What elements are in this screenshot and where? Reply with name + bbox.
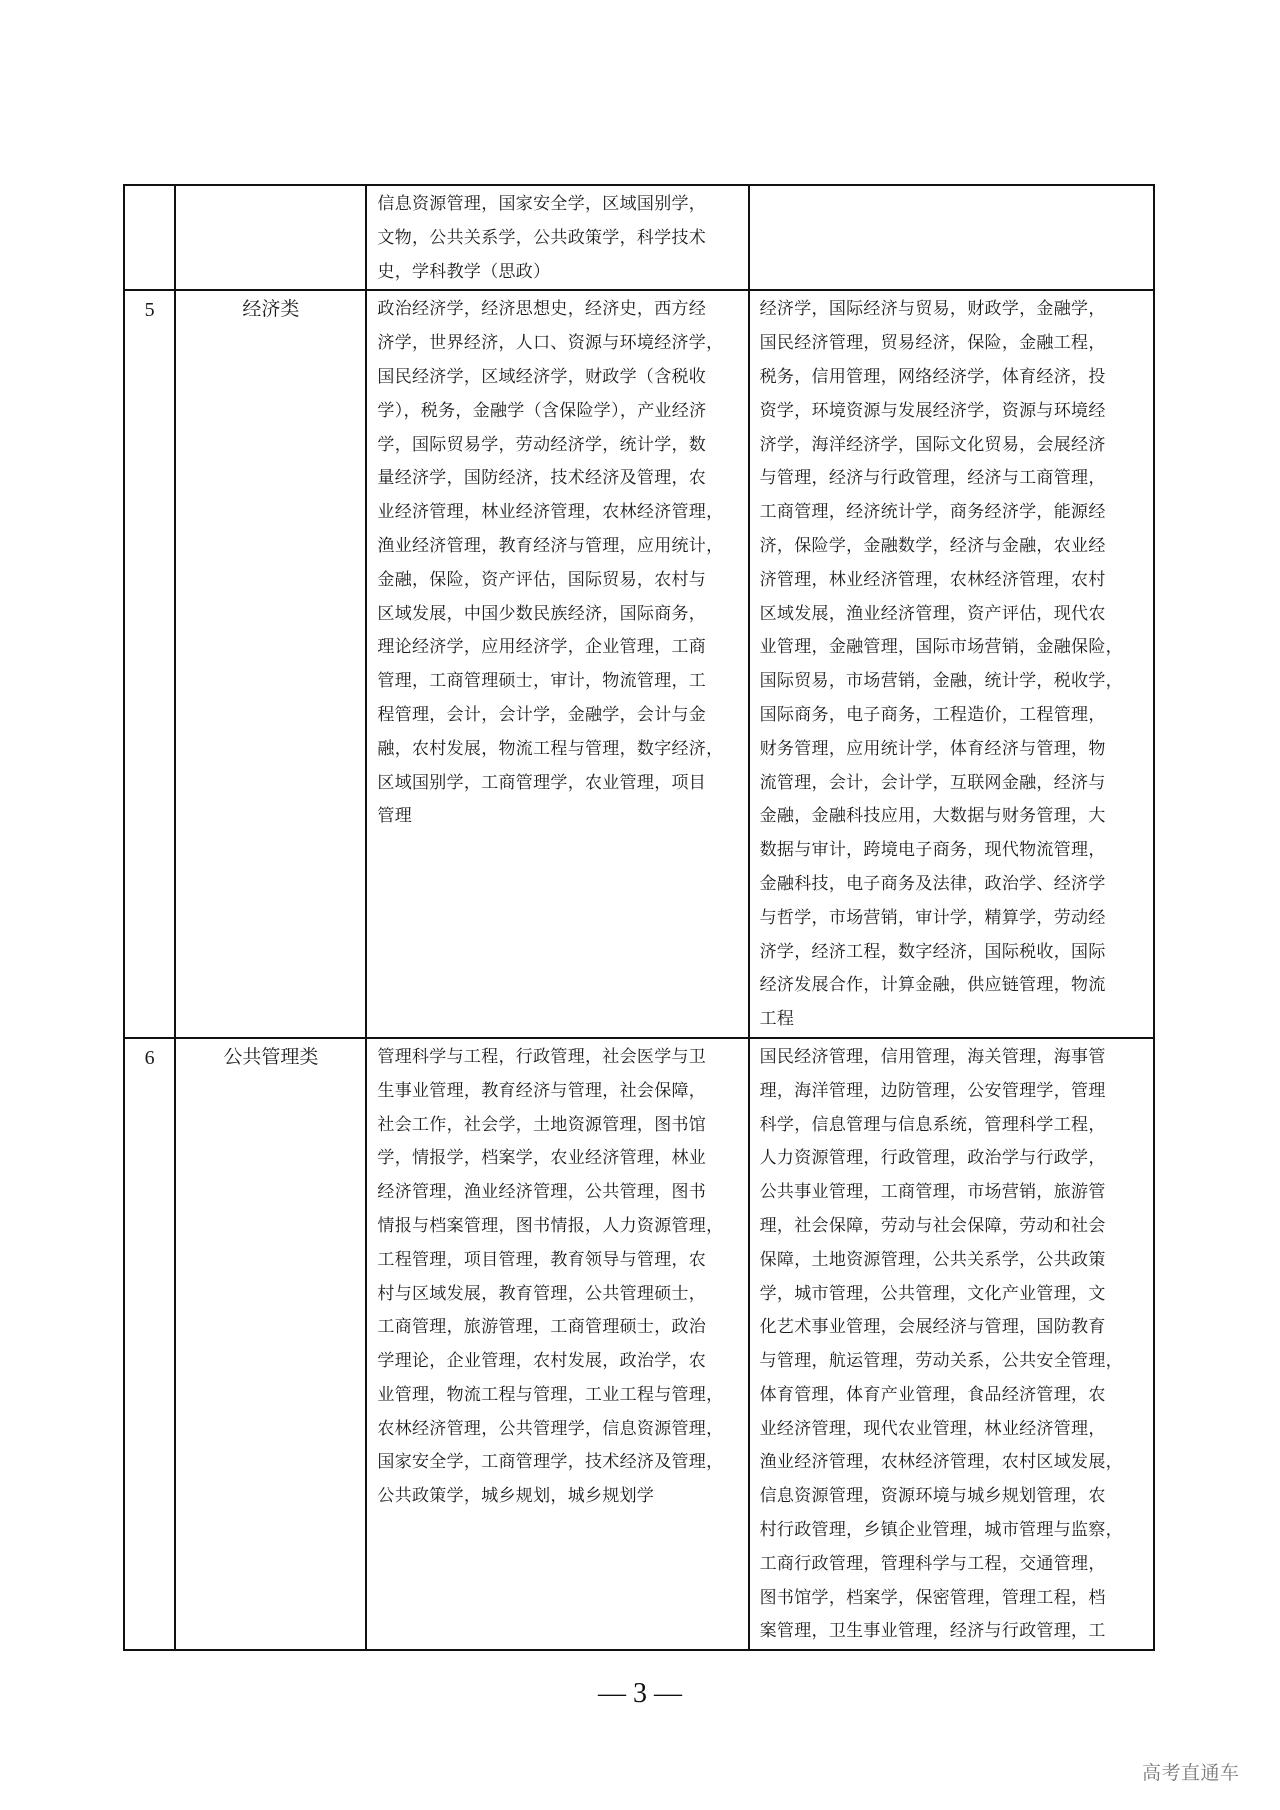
text-line: 区域发展，渔业经济管理，资产评估，现代农 xyxy=(759,603,1106,624)
text-line: 学，情报学，档案学，农业经济管理，林业 xyxy=(377,1148,707,1169)
text-line: 经济管理，渔业经济管理，公共管理，图书 xyxy=(377,1182,707,1203)
text-line: 济学，世界经济，人口、资源与环境经济学， xyxy=(377,333,724,354)
text-line: 经济发展合作，计算金融，供应链管理，物流 xyxy=(759,975,1106,996)
text-line: 业经济管理，现代农业管理，林业经济管理， xyxy=(759,1418,1106,1439)
text-line: 资学，环境资源与发展经济学，资源与环境经 xyxy=(759,400,1106,421)
text-line: 工商管理，经济统计学，商务经济学，能源经 xyxy=(759,502,1106,523)
text-line: 农林经济管理，公共管理学，信息资源管理， xyxy=(377,1418,724,1439)
text-line: 理论经济学，应用经济学，企业管理，工商 xyxy=(377,637,707,658)
text-line: 史，学科教学（思政） xyxy=(377,261,551,282)
text-line: 业管理，物流工程与管理，工业工程与管理， xyxy=(377,1384,724,1405)
text-line: 科学，信息管理与信息系统，管理科学工程， xyxy=(759,1114,1106,1135)
text-line: 国家安全学，工商管理学，技术经济及管理， xyxy=(377,1452,724,1473)
table-row xyxy=(124,290,1154,1038)
cell-text xyxy=(367,186,747,289)
category-name: 公共管理类 xyxy=(175,1038,366,1650)
text-line: 国民经济学，区域经济学，财政学（含税收 xyxy=(377,366,707,387)
text-line: 化艺术事业管理，会展经济与管理，国防教育 xyxy=(759,1317,1106,1338)
text-line: 管理 xyxy=(377,806,413,827)
text-line: 国际商务，电子商务，工程造价，工程管理， xyxy=(759,704,1106,725)
text-line: 理，海洋管理，边防管理，公安管理学，管理 xyxy=(759,1080,1106,1101)
text-line: 学理论，企业管理，农村发展，政治学，农 xyxy=(377,1351,707,1372)
text-line: 区域发展，中国少数民族经济，国际商务， xyxy=(377,603,707,624)
text-line: 量经济学，国防经济，技术经济及管理，农 xyxy=(377,468,707,489)
text-line: 学，国际贸易学，劳动经济学，统计学，数 xyxy=(377,434,707,455)
text-line: 公共事业管理，工商管理，市场营销，旅游管 xyxy=(759,1182,1106,1203)
text-line: 政治经济学，经济思想史，经济史，西方经 xyxy=(377,299,707,320)
text-line: 管理，工商管理硕士，审计，物流管理，工 xyxy=(377,671,707,692)
cell-text xyxy=(750,186,1153,188)
text-line: 与管理，航运管理，劳动关系，公共安全管理， xyxy=(759,1351,1123,1372)
text-line: 生事业管理，教育经济与管理，社会保障， xyxy=(377,1080,707,1101)
text-line: 图书馆学，档案学，保密管理，管理工程，档 xyxy=(759,1587,1106,1608)
text-line: 案管理，卫生事业管理，经济与行政管理，工 xyxy=(759,1621,1106,1642)
text-line: 财务管理，应用统计学，体育经济与管理，物 xyxy=(759,738,1106,759)
text-line: 金融，保险，资产评估，国际贸易，农村与 xyxy=(377,569,707,590)
text-line: 社会工作，社会学，土地资源管理，图书馆 xyxy=(377,1114,707,1135)
graduate-majors-cell xyxy=(366,290,748,1038)
text-line: 经济学，国际经济与贸易，财政学，金融学， xyxy=(759,299,1106,320)
text-line: 济学，经济工程，数字经济，国际税收，国际 xyxy=(759,941,1106,962)
text-line: 情报与档案管理，图书情报，人力资源管理， xyxy=(377,1215,724,1236)
text-line: 渔业经济管理，教育经济与管理，应用统计， xyxy=(377,535,724,556)
cell-text xyxy=(750,1039,1153,1649)
watermark-text: 高考直通车 xyxy=(1142,1762,1240,1784)
undergraduate-majors-cell xyxy=(749,1038,1154,1650)
text-line: 流管理，会计，会计学，互联网金融，经济与 xyxy=(759,772,1106,793)
undergraduate-majors-cell xyxy=(749,185,1154,290)
category-name xyxy=(175,185,366,290)
text-line: 济学，海洋经济学，国际文化贸易，会展经济 xyxy=(759,434,1106,455)
category-name: 经济类 xyxy=(175,290,366,1038)
text-line: 村与区域发展，教育管理，公共管理硕士， xyxy=(377,1283,707,1304)
text-line: 金融科技，电子商务及法律，政治学、经济学 xyxy=(759,873,1106,894)
row-index: 6 xyxy=(124,1038,175,1650)
text-line: 公共政策学，城乡规划，城乡规划学 xyxy=(377,1486,655,1507)
graduate-majors-cell xyxy=(366,185,748,290)
graduate-majors-cell xyxy=(366,1038,748,1650)
text-line: 管理科学与工程，行政管理，社会医学与卫 xyxy=(377,1046,707,1067)
text-line: 金融，金融科技应用，大数据与财务管理，大 xyxy=(759,806,1106,827)
text-line: 理，社会保障，劳动与社会保障，劳动和社会 xyxy=(759,1215,1106,1236)
text-line: 国民经济管理，贸易经济，保险，金融工程， xyxy=(759,333,1106,354)
cell-text xyxy=(367,291,747,834)
text-line: 国民经济管理，信用管理，海关管理，海事管 xyxy=(759,1046,1106,1067)
text-line: 信息资源管理，国家安全学，区域国别学， xyxy=(377,194,707,214)
text-line: 工商行政管理，管理科学与工程，交通管理， xyxy=(759,1553,1106,1574)
text-line: 税务，信用管理，网络经济学，体育经济，投 xyxy=(759,366,1106,387)
text-line: 学，城市管理，公共管理，文化产业管理，文 xyxy=(759,1283,1106,1304)
row-index xyxy=(124,185,175,290)
text-line: 业管理，金融管理，国际市场营销，金融保险， xyxy=(759,637,1123,658)
undergraduate-majors-cell xyxy=(749,290,1154,1038)
text-line: 国际贸易，市场营销，金融，统计学，税收学， xyxy=(759,671,1123,692)
page-number: — 3 — xyxy=(598,1678,682,1709)
text-line: 村行政管理，乡镇企业管理，城市管理与监察， xyxy=(759,1520,1123,1541)
text-line: 学），税务，金融学（含保险学），产业经济 xyxy=(377,400,707,421)
text-line: 工程管理，项目管理，教育领导与管理，农 xyxy=(377,1249,707,1270)
text-line: 程管理，会计，会计学，金融学，会计与金 xyxy=(377,704,707,725)
text-line: 工程 xyxy=(759,1009,795,1030)
text-line: 文物，公共关系学，公共政策学，科学技术 xyxy=(377,227,707,248)
text-line: 业经济管理，林业经济管理，农林经济管理， xyxy=(377,502,724,523)
table-row xyxy=(124,185,1154,290)
text-line: 与管理，经济与行政管理，经济与工商管理， xyxy=(759,468,1106,489)
text-line: 保障，土地资源管理，公共关系学，公共政策 xyxy=(759,1249,1106,1270)
text-line: 区域国别学，工商管理学，农业管理，项目 xyxy=(377,772,707,793)
text-line: 济，保险学，金融数学，经济与金融，农业经 xyxy=(759,535,1106,556)
text-line: 与哲学，市场营销，审计学，精算学，劳动经 xyxy=(759,907,1106,928)
text-line: 工商管理，旅游管理，工商管理硕士，政治 xyxy=(377,1317,707,1338)
table-row xyxy=(124,1038,1154,1650)
text-line: 融，农村发展，物流工程与管理，数字经济， xyxy=(377,738,724,759)
text-line: 济管理，林业经济管理，农林经济管理，农村 xyxy=(759,569,1106,590)
cell-text xyxy=(750,291,1153,1037)
row-index: 5 xyxy=(124,290,175,1038)
text-line: 体育管理，体育产业管理，食品经济管理，农 xyxy=(759,1384,1106,1405)
cell-text xyxy=(367,1039,747,1514)
text-line: 人力资源管理，行政管理，政治学与行政学， xyxy=(759,1148,1106,1169)
text-line: 数据与审计，跨境电子商务，现代物流管理， xyxy=(759,840,1106,861)
major-table xyxy=(123,184,1155,1651)
text-line: 信息资源管理，资源环境与城乡规划管理，农 xyxy=(759,1486,1106,1507)
text-line: 渔业经济管理，农林经济管理，农村区域发展， xyxy=(759,1452,1123,1473)
